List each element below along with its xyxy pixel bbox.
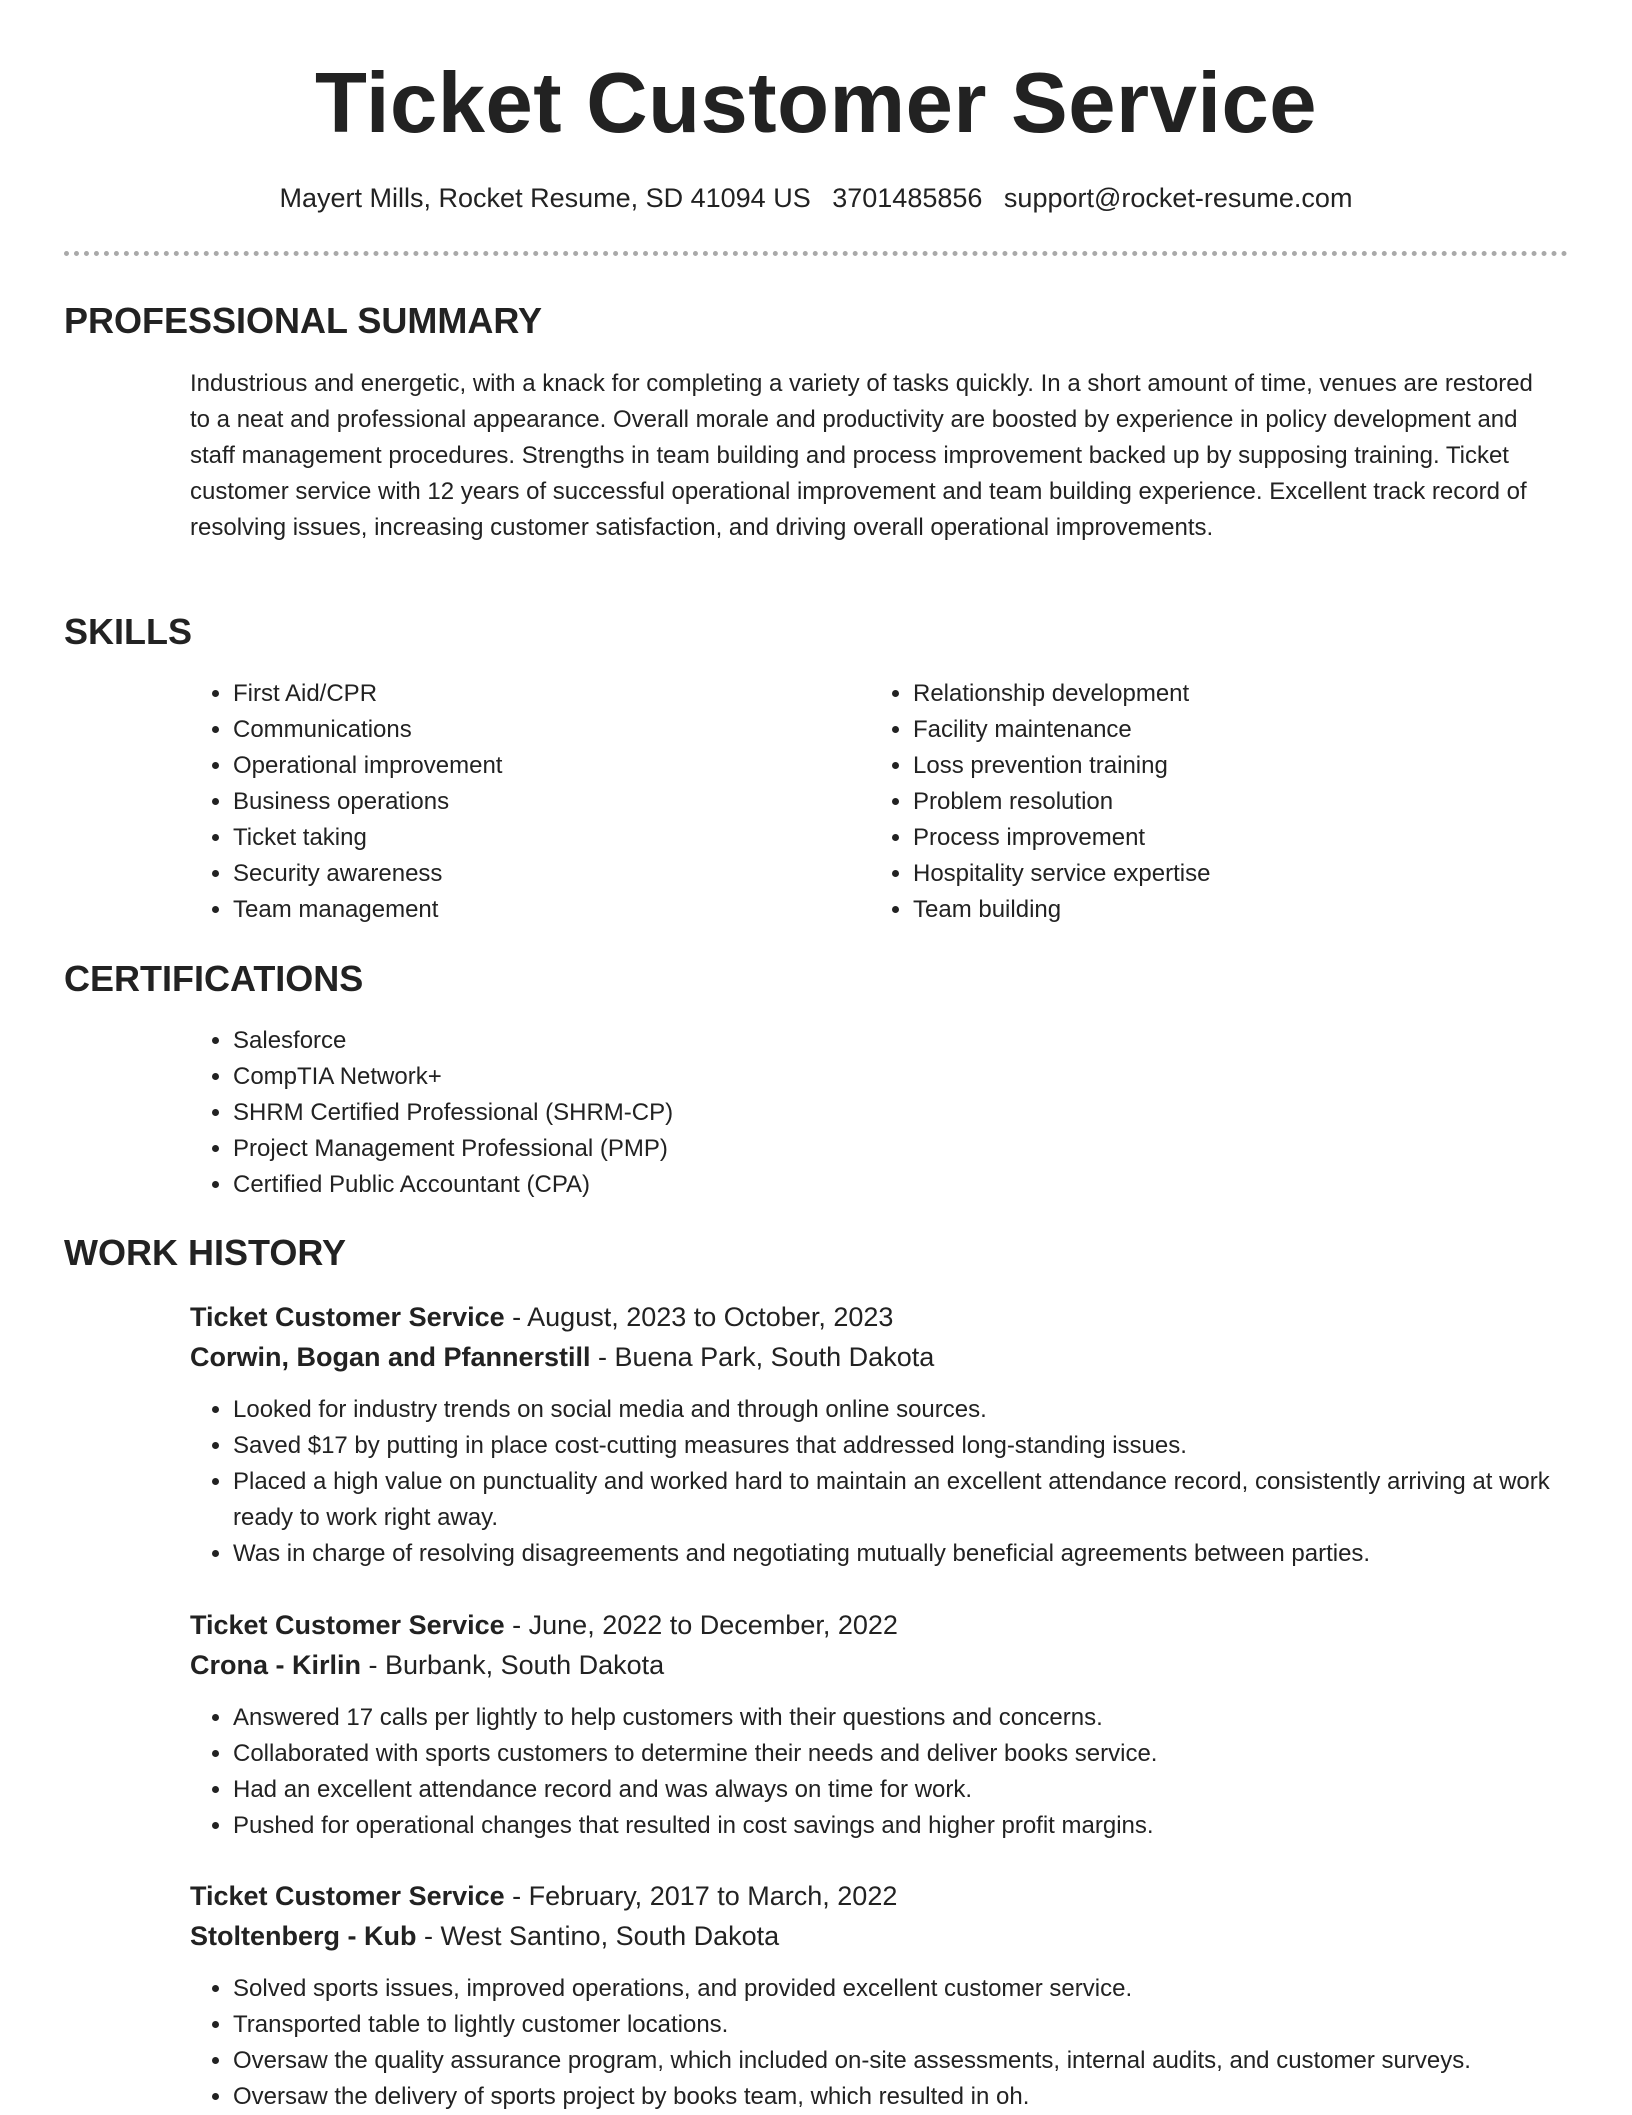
skill-item: • Process improvement: [913, 820, 1593, 856]
contact-phone[interactable]: 3701485856: [832, 183, 983, 213]
job-bullet: • Answered 17 calls per lightly to help customers with their questions and concerns.: [233, 1700, 1593, 1736]
job-role: Ticket Customer Service: [190, 1610, 505, 1640]
job-company-line: [190, 1916, 779, 1956]
job-bullet: • Saved $17 by putting in place cost-cutting measures that addressed long-standing issues.: [233, 1428, 1593, 1464]
job-company-line: [190, 1337, 934, 1377]
certification-item: • CompTIA Network+: [233, 1059, 1593, 1095]
skills-list-right: [870, 676, 1593, 928]
job-role: Ticket Customer Service: [190, 1881, 505, 1911]
skill-item: • Team building: [913, 892, 1593, 928]
skills-list-left: [190, 676, 833, 928]
job-bullet: • Oversaw the quality assurance program, which included on-site assessments, internal audits, and customer surveys.: [233, 2043, 1593, 2079]
job-bullet: • Collaborated with sports customers to determine their needs and deliver books service.: [233, 1736, 1593, 1772]
summary-text: Industrious and energetic, with a knack for completing a variety of tasks quickly. In a short amount of time, venues are restored to a neat and professional appearance. Overall morale and productivity are boosted by experience in policy development and staff management procedures. Strengths in team building and process improvement backed up by supposing training. Ticket customer service with 12 years of successful operational improvement and team building experience. Excellent track record of resolving issues, increasing customer satisfaction, and driving overall operational improvements.: [190, 370, 1533, 541]
header-divider: [64, 251, 1568, 256]
certifications-list: [190, 1023, 1593, 1203]
skill-item: • Operational improvement: [233, 748, 833, 784]
resume-name: Ticket Customer Service: [314, 56, 1318, 151]
skill-item: • Hospitality service expertise: [913, 856, 1593, 892]
skill-item: • Communications: [233, 712, 833, 748]
job-dates: - June, 2022 to December, 2022: [504, 1610, 898, 1640]
job-bullet: • Placed a high value on punctuality and worked hard to maintain an excellent attendance record, consistently arriving at work ready to work right away.: [233, 1464, 1593, 1536]
skill-item: • Security awareness: [233, 856, 833, 892]
certification-item: • Certified Public Accountant (CPA): [233, 1167, 1593, 1203]
contact-line: [0, 180, 1632, 216]
skill-item: • Loss prevention training: [913, 748, 1593, 784]
job-location: - Burbank, South Dakota: [361, 1650, 665, 1680]
skill-item: • Ticket taking: [233, 820, 833, 856]
job-company: Corwin, Bogan and Pfannerstill: [190, 1342, 591, 1372]
contact-address: Mayert Mills, Rocket Resume, SD 41094 US: [279, 183, 811, 213]
job-title-line: [190, 1876, 897, 1916]
skill-item: • Team management: [233, 892, 833, 928]
skill-item: • Relationship development: [913, 676, 1593, 712]
job-bullet: • Had an excellent attendance record and was always on time for work.: [233, 1772, 1593, 1808]
job-location: - Buena Park, South Dakota: [590, 1342, 935, 1372]
skills-heading: SKILLS: [64, 611, 193, 652]
job-bullet: • Oversaw the delivery of sports project by books team, which resulted in oh.: [233, 2079, 1593, 2115]
skill-item: • First Aid/CPR: [233, 676, 833, 712]
job-company: Stoltenberg - Kub: [190, 1921, 417, 1951]
job-location: - West Santino, South Dakota: [416, 1921, 780, 1951]
work-history-heading: WORK HISTORY: [64, 1232, 347, 1273]
job-title-line: [190, 1297, 893, 1337]
contact-email[interactable]: support@rocket-resume.com: [1003, 183, 1353, 213]
skill-item: • Business operations: [233, 784, 833, 820]
job-bullet: • Pushed for operational changes that resulted in cost savings and higher profit margins.: [233, 1808, 1593, 1844]
job-company: Crona - Kirlin: [190, 1650, 362, 1680]
job-bullet: • Solved sports issues, improved operations, and provided excellent customer service.: [233, 1971, 1593, 2007]
job-title-line: [190, 1605, 898, 1645]
job-bullet: • Transported table to lightly customer locations.: [233, 2007, 1593, 2043]
skill-item: • Problem resolution: [913, 784, 1593, 820]
job-bullet: • Looked for industry trends on social media and through online sources.: [233, 1392, 1593, 1428]
certification-item: • Project Management Professional (PMP): [233, 1131, 1593, 1167]
certification-item: • Salesforce: [233, 1023, 1593, 1059]
job-bullets: [190, 1700, 1593, 1844]
job-bullets: [190, 1971, 1593, 2115]
certification-item: • SHRM Certified Professional (SHRM-CP): [233, 1095, 1593, 1131]
certifications-heading: CERTIFICATIONS: [64, 958, 364, 999]
job-dates: - August, 2023 to October, 2023: [504, 1302, 894, 1332]
summary-heading: PROFESSIONAL SUMMARY: [64, 300, 543, 341]
job-dates: - February, 2017 to March, 2022: [504, 1881, 898, 1911]
job-role: Ticket Customer Service: [190, 1302, 505, 1332]
job-bullet: • Was in charge of resolving disagreements and negotiating mutually beneficial agreements between parties.: [233, 1536, 1593, 1572]
skill-item: • Facility maintenance: [913, 712, 1593, 748]
job-company-line: [190, 1645, 664, 1685]
job-bullets: [190, 1392, 1593, 1572]
